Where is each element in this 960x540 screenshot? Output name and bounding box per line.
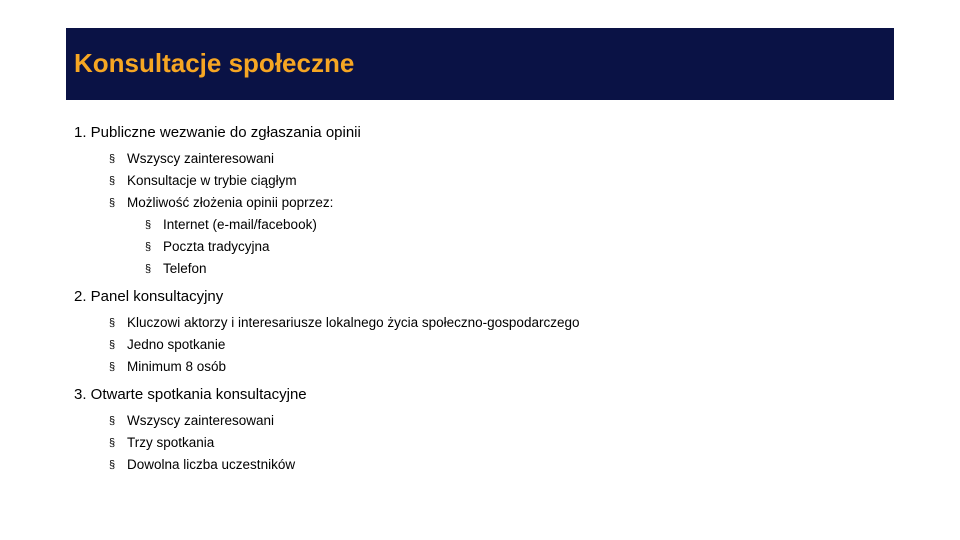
sub-list-item <box>74 214 894 236</box>
list-item-text: Możliwość złożenia opinii poprzez: <box>127 195 334 210</box>
list-item-text: Trzy spotkania <box>127 435 215 450</box>
bullet-icon: § <box>145 219 152 231</box>
list-item-text: Jedno spotkanie <box>127 337 226 352</box>
section-heading: 1. Publiczne wezwanie do zgłaszania opinii <box>74 124 361 141</box>
bullet-icon: § <box>109 153 116 165</box>
bullet-icon: § <box>109 361 116 373</box>
bullet-icon: § <box>109 197 116 209</box>
list-item-text: Wszyscy zainteresowani <box>127 413 275 428</box>
bullet-list <box>74 312 894 378</box>
bullet-icon: § <box>109 339 116 351</box>
bullet-icon: § <box>109 459 116 471</box>
list-item-text: Kluczowi aktorzy i interesariusze lokalnego życia społeczno-gospodarczego <box>127 315 580 330</box>
list-item-text: Poczta tradycyjna <box>163 239 270 254</box>
list-item-text: Telefon <box>163 261 207 276</box>
list-item-text: Internet (e-mail/facebook) <box>163 217 317 232</box>
section-heading: 3. Otwarte spotkania konsultacyjne <box>74 386 307 403</box>
bullet-icon: § <box>109 317 116 329</box>
bullet-icon: § <box>109 175 116 187</box>
list-item <box>74 410 894 432</box>
slide-content <box>74 124 894 476</box>
section-open-meetings <box>74 386 894 476</box>
list-item <box>74 148 894 170</box>
section-public-call <box>74 124 894 280</box>
list-item <box>74 356 894 378</box>
list-item <box>74 192 894 214</box>
section-heading: 2. Panel konsultacyjny <box>74 288 224 305</box>
slide-title: Konsultacje społeczne <box>74 48 355 78</box>
list-item <box>74 454 894 476</box>
bullet-icon: § <box>145 241 152 253</box>
section-consultation-panel <box>74 288 894 378</box>
list-item-text: Wszyscy zainteresowani <box>127 151 275 166</box>
list-item <box>74 170 894 192</box>
list-item <box>74 432 894 454</box>
bullet-icon: § <box>109 415 116 427</box>
list-item-text: Konsultacje w trybie ciągłym <box>127 173 297 188</box>
list-item <box>74 312 894 334</box>
sub-list-item <box>74 236 894 258</box>
bullet-list <box>74 148 894 280</box>
list-item <box>74 334 894 356</box>
list-item-text: Dowolna liczba uczestników <box>127 457 296 472</box>
bullet-icon: § <box>145 263 152 275</box>
title-bar <box>66 28 894 100</box>
bullet-icon: § <box>109 437 116 449</box>
list-item-text: Minimum 8 osób <box>127 359 227 374</box>
sub-list-item <box>74 258 894 280</box>
bullet-list <box>74 410 894 476</box>
